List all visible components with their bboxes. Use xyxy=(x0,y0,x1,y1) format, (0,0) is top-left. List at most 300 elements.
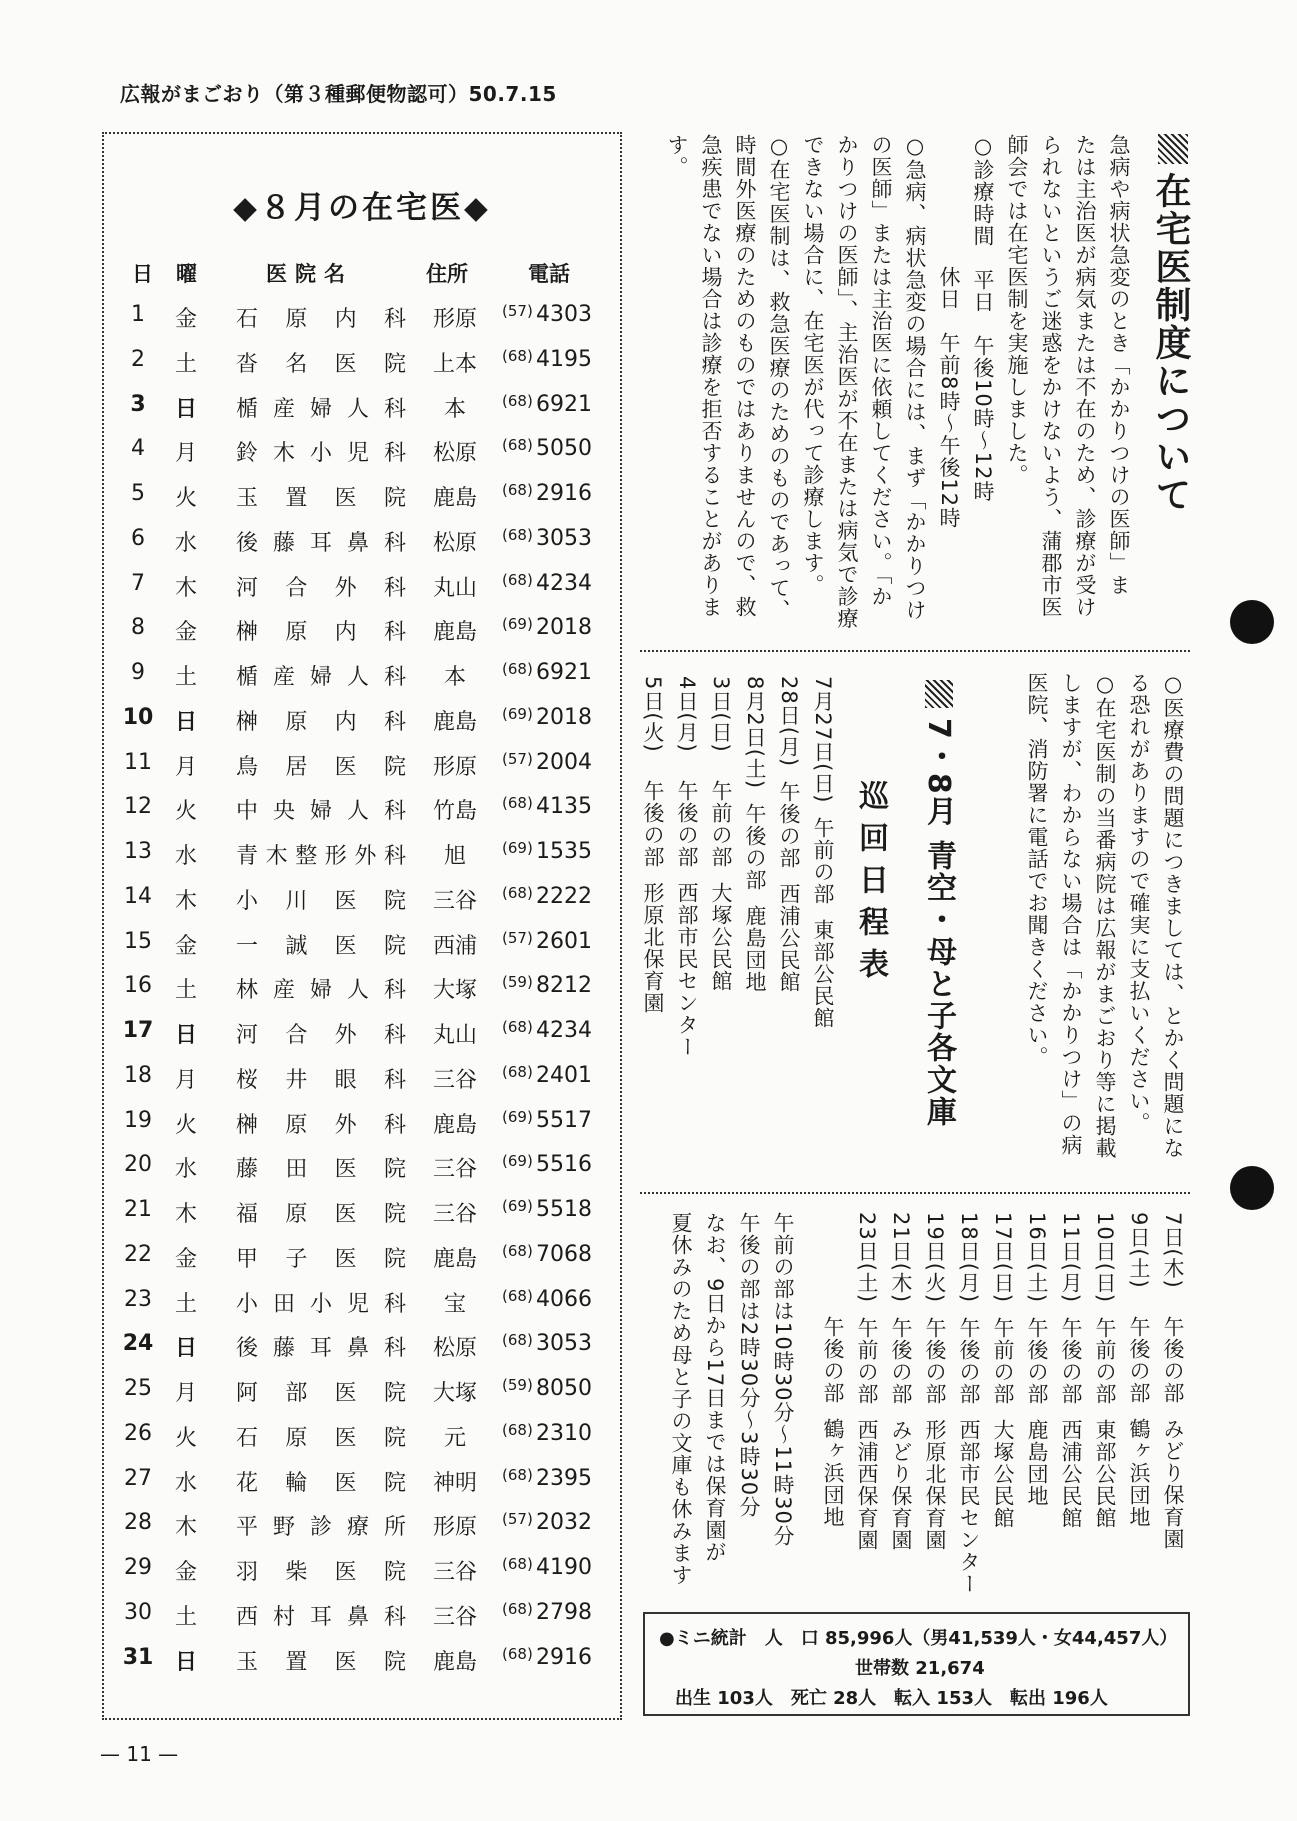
address-cell: 鹿島 xyxy=(432,486,477,511)
schedule-place: 鶴ヶ浜団地 xyxy=(1127,1418,1151,1528)
schedule-time: 午前の部 xyxy=(709,780,733,868)
address-cell: 松原 xyxy=(432,441,477,467)
weekday-cell: 金 xyxy=(174,933,197,959)
zaitaku-title: 在宅医制度について xyxy=(1150,172,1191,514)
weekday-cell: 水 xyxy=(174,1157,197,1183)
weekday-cell: 月 xyxy=(174,754,197,780)
phone-cell: 4234 xyxy=(536,570,592,596)
text-line: 休日 午前8時～午後12時 xyxy=(937,134,961,530)
page-number: — 11 — xyxy=(100,1742,179,1766)
day-cell: 9 xyxy=(131,660,145,685)
bunko-title: 7・8月 青空・母と子各文庫 xyxy=(921,718,956,1129)
weekday-cell: 土 xyxy=(174,1604,197,1630)
day-cell: 6 xyxy=(131,525,145,551)
weekday-cell: 土 xyxy=(174,978,197,1004)
schedule-item xyxy=(816,1212,850,1602)
schedule-item xyxy=(1054,1212,1088,1602)
text-line: ○医療費の問題につきましては、とかく問題にな xyxy=(1161,672,1185,1159)
text-line: 師会では在宅医制を実施しました。 xyxy=(1005,134,1029,486)
phone-cell: 4066 xyxy=(536,1286,592,1312)
weekday-cell: 木 xyxy=(174,888,197,914)
address-cell: 丸山 xyxy=(432,1023,477,1048)
address-cell: 神明 xyxy=(432,1470,477,1496)
text-line: なお、9日から17日までは保育園が xyxy=(703,1212,727,1564)
day-cell: 4 xyxy=(131,436,145,462)
zaitaku-body xyxy=(640,134,1136,630)
schedule-date: 23日(土) xyxy=(855,1212,879,1304)
clinic-cell: 藤田医院 xyxy=(236,1157,406,1183)
table-row xyxy=(104,1645,620,1689)
day-cell: 13 xyxy=(124,839,152,864)
address-cell: 旭 xyxy=(443,844,466,869)
clinic-cell: 榊原内科 xyxy=(236,709,406,735)
schedule-date: 11日(月) xyxy=(1059,1212,1083,1304)
schedule-date: 5日(火) xyxy=(641,676,665,753)
table-row xyxy=(104,302,620,346)
schedule-place: 東部公民館 xyxy=(1093,1419,1117,1530)
schedule-date: 28日(月) xyxy=(777,676,801,768)
phone-cell: 2018 xyxy=(536,704,592,730)
schedule-item xyxy=(884,1212,918,1602)
area-code-cell: (68) xyxy=(502,1286,533,1305)
schedule-date: 18日(月) xyxy=(957,1212,981,1304)
weekday-cell: 木 xyxy=(174,575,197,601)
clinic-cell: 一誠医院 xyxy=(236,933,406,959)
weekday-cell: 土 xyxy=(174,351,197,377)
clinic-cell: 青木整形外科 xyxy=(236,844,406,869)
area-code-cell: (69) xyxy=(502,1197,533,1215)
schedule-place: 大塚公民館 xyxy=(709,882,733,992)
phone-cell: 2222 xyxy=(536,883,592,909)
schedule-time: 午後の部 xyxy=(743,803,767,892)
text-line: かりつけの医師」、主治医が不在または病気で診療 xyxy=(835,134,859,630)
schedule-item xyxy=(1156,1212,1190,1602)
area-code-cell: (68) xyxy=(502,794,533,813)
schedule-time: 午後の部 xyxy=(1127,1316,1151,1404)
schedule-item xyxy=(1020,1212,1054,1602)
table-row xyxy=(104,929,620,973)
address-cell: 三谷 xyxy=(432,1067,477,1093)
address-cell: 竹島 xyxy=(432,799,477,825)
schedule-item xyxy=(772,676,806,1096)
schedule-item xyxy=(850,1212,884,1602)
schedule-item xyxy=(704,676,738,1096)
area-code-cell: (69) xyxy=(502,615,533,634)
area-code-cell: (69) xyxy=(502,839,533,857)
schedule-date: 3日(日) xyxy=(709,676,733,753)
table-row xyxy=(104,705,620,749)
text-line: ○急病、病状急変の場合には、まず「かかりつけ xyxy=(903,134,927,621)
weekday-cell: 月 xyxy=(174,441,197,467)
weekday-cell: 水 xyxy=(174,530,197,556)
schedule-place: 形原北保育園 xyxy=(641,882,665,1014)
weekday-cell: 木 xyxy=(174,1515,197,1541)
phone-cell: 2032 xyxy=(536,1510,592,1536)
area-code-cell: (57) xyxy=(502,749,533,768)
phone-cell: 2601 xyxy=(536,928,592,954)
text-line: しますが、わからない場合は「かかりつけ」の病 xyxy=(1059,672,1083,1156)
bunko-notes xyxy=(640,1212,800,1602)
text-line: 医院、消防署に電話でお聞きください。 xyxy=(1025,672,1049,1068)
day-cell: 18 xyxy=(124,1062,152,1088)
day-cell: 14 xyxy=(124,883,152,909)
address-cell: 鹿島 xyxy=(432,709,477,735)
col-clinic: 医院名 xyxy=(266,262,353,286)
schedule-place: 鹿島団地 xyxy=(743,905,767,994)
text-line: できない場合に、在宅医が代って診療します。 xyxy=(801,134,825,596)
stats-vital: 出生 103人 死亡 28人 転入 153人 転出 196人 xyxy=(675,1688,1108,1709)
schedule-item xyxy=(636,676,670,1096)
day-cell: 31 xyxy=(122,1644,154,1670)
weekday-cell: 木 xyxy=(174,1202,197,1227)
address-cell: 宝 xyxy=(443,1291,466,1317)
weekday-cell: 火 xyxy=(174,1425,197,1451)
day-cell: 22 xyxy=(124,1241,152,1267)
stats-households: 世帯数 21,674 xyxy=(855,1658,985,1679)
phone-cell: 4190 xyxy=(536,1555,592,1580)
text-line: られないというご迷惑をかけないよう、蒲郡市医 xyxy=(1039,134,1063,618)
schedule-date: 7月27日(日) xyxy=(811,676,835,804)
area-code-cell: (68) xyxy=(502,1062,533,1081)
address-cell: 本 xyxy=(443,665,466,690)
phone-cell: 2916 xyxy=(536,481,592,506)
area-code-cell: (68) xyxy=(502,1465,533,1484)
phone-cell: 2018 xyxy=(536,615,592,641)
text-line: 夏休みのため母と子の文庫も休みます xyxy=(669,1212,693,1586)
area-code-cell: (59) xyxy=(502,973,533,992)
address-cell: 大塚 xyxy=(432,978,477,1004)
address-cell: 本 xyxy=(443,396,466,422)
address-cell: 鹿島 xyxy=(432,1112,477,1138)
table-row xyxy=(104,615,620,659)
phone-cell: 5516 xyxy=(536,1152,592,1178)
schedule-date: 16日(土) xyxy=(1025,1212,1049,1304)
address-cell: 丸山 xyxy=(432,575,477,601)
day-cell: 5 xyxy=(131,481,145,506)
area-code-cell: (68) xyxy=(502,1241,533,1260)
bunko-schedule-2 xyxy=(808,1212,1190,1602)
area-code-cell: (68) xyxy=(502,1018,533,1036)
table-row xyxy=(104,347,620,391)
clinic-cell: 沓名医院 xyxy=(236,351,406,377)
day-cell: 17 xyxy=(122,1018,154,1043)
clinic-cell: 後藤耳鼻科 xyxy=(236,1336,406,1362)
clinic-cell: 小田小児科 xyxy=(236,1291,406,1317)
day-cell: 16 xyxy=(124,973,152,999)
address-cell: 三谷 xyxy=(432,1560,477,1585)
stats-population: ●ミニ統計 人 口 85,996人（男41,539人・女44,457人） xyxy=(659,1628,1178,1649)
schedule-item xyxy=(806,676,840,1096)
clinic-cell: 河合外科 xyxy=(236,1023,406,1048)
day-cell: 19 xyxy=(124,1107,152,1133)
clinic-cell: 福原医院 xyxy=(236,1202,406,1227)
day-cell: 1 xyxy=(131,302,145,327)
phone-cell: 8212 xyxy=(536,973,592,999)
address-cell: 鹿島 xyxy=(432,1246,477,1272)
area-code-cell: (69) xyxy=(502,1107,533,1126)
clinic-cell: 花輪医院 xyxy=(236,1470,406,1496)
clinic-cell: 玉置医院 xyxy=(236,486,406,511)
text-line: ○在宅医制の当番病院は広報がまごおり等に掲載 xyxy=(1093,672,1117,1159)
schedule-date: 4日(月) xyxy=(675,676,699,753)
phone-cell: 6921 xyxy=(536,660,592,685)
text-line: 急疾患でない場合は診療を拒否することがありま xyxy=(699,134,723,618)
area-code-cell: (68) xyxy=(502,1420,533,1439)
weekday-cell: 金 xyxy=(174,1560,197,1585)
schedule-date: 8月2日(土) xyxy=(743,676,767,790)
weekday-cell: 日 xyxy=(174,1023,197,1048)
clinic-cell: 小川医院 xyxy=(236,888,406,914)
schedule-time: 午後の部 xyxy=(889,1317,913,1406)
phone-cell: 4195 xyxy=(536,346,592,372)
area-code-cell: (57) xyxy=(502,1510,533,1529)
page-header: 広報がまごおり（第３種郵便物認可）50.7.15 xyxy=(120,82,557,106)
table-row xyxy=(104,1018,620,1062)
table-row xyxy=(104,794,620,838)
text-line: 時間外医療のためのものではありませんので、救 xyxy=(733,134,757,618)
area-code-cell: (68) xyxy=(502,1644,533,1663)
area-code-cell: (57) xyxy=(502,302,533,320)
address-cell: 鹿島 xyxy=(432,1649,477,1675)
day-cell: 8 xyxy=(131,615,145,641)
schedule-date: 17日(日) xyxy=(991,1212,1015,1304)
schedule-place: 形原北保育園 xyxy=(923,1419,947,1552)
table-row xyxy=(104,660,620,704)
schedule-place: 西浦公民館 xyxy=(777,883,801,994)
weekday-cell: 金 xyxy=(174,620,197,646)
weekday-cell: 火 xyxy=(174,1112,197,1138)
day-cell: 23 xyxy=(124,1286,152,1312)
clinic-cell: 河合外科 xyxy=(236,575,406,601)
schedule-place: 東部公民館 xyxy=(811,919,835,1030)
clinic-cell: 西村耳鼻科 xyxy=(236,1604,406,1630)
day-cell: 28 xyxy=(124,1510,152,1536)
address-cell: 三谷 xyxy=(432,1604,477,1630)
day-cell: 12 xyxy=(124,794,152,820)
text-line: たは主治医が病気または不在のため、診療が受け xyxy=(1073,134,1097,618)
area-code-cell: (59) xyxy=(502,1376,533,1394)
table-row xyxy=(104,973,620,1017)
phone-cell: 2310 xyxy=(536,1420,592,1446)
schedule-place: 鹿島団地 xyxy=(1025,1419,1049,1508)
schedule-time: 午後の部 xyxy=(675,780,699,868)
schedule-date: 9日(土) xyxy=(1127,1212,1151,1289)
col-weekday: 曜 xyxy=(176,262,197,286)
address-cell: 鹿島 xyxy=(432,620,477,646)
table-row xyxy=(104,481,620,525)
day-cell: 10 xyxy=(122,704,154,730)
phone-cell: 3053 xyxy=(536,525,592,551)
day-cell: 25 xyxy=(124,1376,152,1401)
address-cell: 松原 xyxy=(432,1336,477,1362)
mini-stats xyxy=(643,1612,1190,1716)
schedule-date: 7日(木) xyxy=(1161,1212,1185,1289)
clinic-cell: 榊原内科 xyxy=(236,620,406,646)
clinic-cell: 石原内科 xyxy=(236,307,406,332)
table-row xyxy=(104,436,620,480)
clinic-cell: 阿部医院 xyxy=(236,1381,406,1406)
table-row xyxy=(104,1421,620,1465)
table-row xyxy=(104,1108,620,1152)
phone-cell: 2401 xyxy=(536,1062,592,1088)
schedule-item xyxy=(670,676,704,1096)
schedule-item xyxy=(1122,1212,1156,1602)
phone-cell: 8050 xyxy=(536,1376,592,1401)
table-row xyxy=(104,884,620,928)
bunko-schedule-1 xyxy=(640,676,840,1096)
clinic-cell: 平野診療所 xyxy=(236,1515,406,1541)
day-cell: 20 xyxy=(124,1152,152,1178)
phone-cell: 4303 xyxy=(536,302,592,327)
col-phone: 電話 xyxy=(528,262,570,286)
clinic-cell: 中央婦人科 xyxy=(236,799,406,825)
weekday-cell: 日 xyxy=(174,396,197,422)
day-cell: 24 xyxy=(122,1331,154,1357)
address-cell: 形原 xyxy=(432,754,477,780)
address-cell: 三谷 xyxy=(432,1157,477,1183)
table-row xyxy=(104,1063,620,1107)
binder-hole xyxy=(1230,1166,1274,1210)
schedule-time: 午前の部 xyxy=(811,817,835,906)
schedule-time: 午前の部 xyxy=(991,1317,1015,1406)
text-line: 午前の部は10時30分～11時30分 xyxy=(771,1212,795,1547)
day-cell: 11 xyxy=(124,749,152,775)
phone-cell: 2395 xyxy=(536,1465,592,1491)
clinic-cell: 榊原外科 xyxy=(236,1112,406,1138)
area-code-cell: (68) xyxy=(502,436,533,455)
col-address: 住所 xyxy=(426,262,468,286)
col-day: 日 xyxy=(132,262,153,286)
phone-cell: 6921 xyxy=(536,391,592,417)
area-code-cell: (68) xyxy=(502,391,533,410)
binder-hole xyxy=(1230,600,1274,644)
area-code-cell: (68) xyxy=(502,883,533,902)
table-row xyxy=(104,392,620,436)
schedule-place: 西部市民センター xyxy=(957,1419,981,1596)
text-line: 午後の部は2時30分～3時30分 xyxy=(737,1212,761,1519)
area-code-cell: (68) xyxy=(502,1331,533,1350)
phone-cell: 2004 xyxy=(536,749,592,775)
address-cell: 三谷 xyxy=(432,888,477,914)
text-line: 急病や病状急変のとき「かかりつけの医師」ま xyxy=(1107,134,1131,596)
phone-cell: 5518 xyxy=(536,1197,592,1222)
area-code-cell: (57) xyxy=(502,928,533,947)
weekday-cell: 土 xyxy=(174,1291,197,1317)
weekday-cell: 日 xyxy=(174,709,197,735)
clinic-cell: 石原医院 xyxy=(236,1425,406,1451)
area-code-cell: (68) xyxy=(502,1599,533,1618)
address-cell: 三谷 xyxy=(432,1202,477,1227)
divider xyxy=(640,650,1190,652)
address-cell: 大塚 xyxy=(432,1381,477,1406)
phone-cell: 4135 xyxy=(536,794,592,820)
schedule-time: 午後の部 xyxy=(1025,1317,1049,1406)
phone-cell: 5517 xyxy=(536,1107,592,1133)
clinic-cell: 林産婦人科 xyxy=(236,978,406,1004)
clinic-cell: 楯産婦人科 xyxy=(236,396,406,422)
area-code-cell: (68) xyxy=(502,525,533,544)
text-line: の医師」または主治医に依頼してください。「か xyxy=(869,134,893,608)
schedule-time: 午前の部 xyxy=(855,1317,879,1406)
phone-cell: 5050 xyxy=(536,436,592,462)
table-row xyxy=(104,750,620,794)
schedule-place: 西浦公民館 xyxy=(1059,1419,1083,1530)
schedule-time: 午後の部 xyxy=(777,781,801,870)
schedule-time: 午後の部 xyxy=(1161,1316,1185,1404)
day-cell: 3 xyxy=(130,391,146,417)
table-row xyxy=(104,1600,620,1644)
address-cell: 形原 xyxy=(432,307,477,332)
phone-cell: 3053 xyxy=(536,1331,592,1357)
table-row xyxy=(104,1466,620,1510)
address-cell: 形原 xyxy=(432,1515,477,1541)
weekday-cell: 水 xyxy=(174,844,197,869)
schedule-item xyxy=(1088,1212,1122,1602)
table-row xyxy=(104,526,620,570)
clinic-cell: 楯産婦人科 xyxy=(236,665,406,690)
schedule-time: 午後の部 xyxy=(641,780,665,868)
text-line: ○在宅医制は、救急医療のためのものであって、 xyxy=(767,134,791,621)
bunko-subtitle: 巡回日程表 xyxy=(853,780,888,990)
area-code-cell: (68) xyxy=(502,481,533,499)
table-row xyxy=(104,1287,620,1331)
phone-cell: 4234 xyxy=(536,1018,592,1043)
phone-cell: 2916 xyxy=(536,1644,592,1670)
clinic-cell: 後藤耳鼻科 xyxy=(236,530,406,556)
text-line: ○診療時間 平日 午後10時～12時 xyxy=(971,134,995,503)
day-cell: 15 xyxy=(124,928,152,954)
schedule-item xyxy=(738,676,772,1096)
schedule-place: 西部市民センター xyxy=(675,882,699,1058)
schedule-date: 10日(日) xyxy=(1093,1212,1117,1304)
schedule-place: 大塚公民館 xyxy=(991,1419,1015,1530)
table-row xyxy=(104,1555,620,1599)
weekday-cell: 月 xyxy=(174,1067,197,1093)
table-row xyxy=(104,1376,620,1420)
phone-cell: 7068 xyxy=(536,1241,592,1267)
day-cell: 30 xyxy=(124,1599,152,1625)
table-row xyxy=(104,1242,620,1286)
day-cell: 26 xyxy=(124,1420,152,1446)
schedule-time: 午後の部 xyxy=(821,1316,845,1404)
weekday-cell: 日 xyxy=(174,1649,197,1675)
day-cell: 29 xyxy=(124,1555,152,1580)
address-cell: 松原 xyxy=(432,530,477,556)
clinic-cell: 甲子医院 xyxy=(236,1246,406,1272)
table-row xyxy=(104,1331,620,1375)
weekday-cell: 月 xyxy=(174,1381,197,1406)
duty-table-title: ◆８月の在宅医◆ xyxy=(233,190,491,226)
clinic-cell: 桜井眼科 xyxy=(236,1067,406,1093)
weekday-cell: 金 xyxy=(174,1246,197,1272)
area-code-cell: (68) xyxy=(502,570,533,589)
schedule-time: 午後の部 xyxy=(1059,1317,1083,1406)
weekday-cell: 水 xyxy=(174,1470,197,1496)
area-code-cell: (68) xyxy=(502,1555,533,1573)
table-row xyxy=(104,1152,620,1196)
schedule-time: 午後の部 xyxy=(957,1317,981,1406)
address-cell: 西浦 xyxy=(432,933,477,959)
schedule-place: みどり保育園 xyxy=(889,1419,913,1552)
clinic-cell: 鈴木小児科 xyxy=(236,441,406,467)
text-line: す。 xyxy=(665,134,689,178)
schedule-item xyxy=(952,1212,986,1602)
weekday-cell: 日 xyxy=(174,1336,197,1362)
day-cell: 21 xyxy=(124,1197,152,1222)
phone-cell: 2798 xyxy=(536,1599,592,1625)
table-row xyxy=(104,1510,620,1554)
schedule-place: 鶴ヶ浜団地 xyxy=(821,1418,845,1528)
